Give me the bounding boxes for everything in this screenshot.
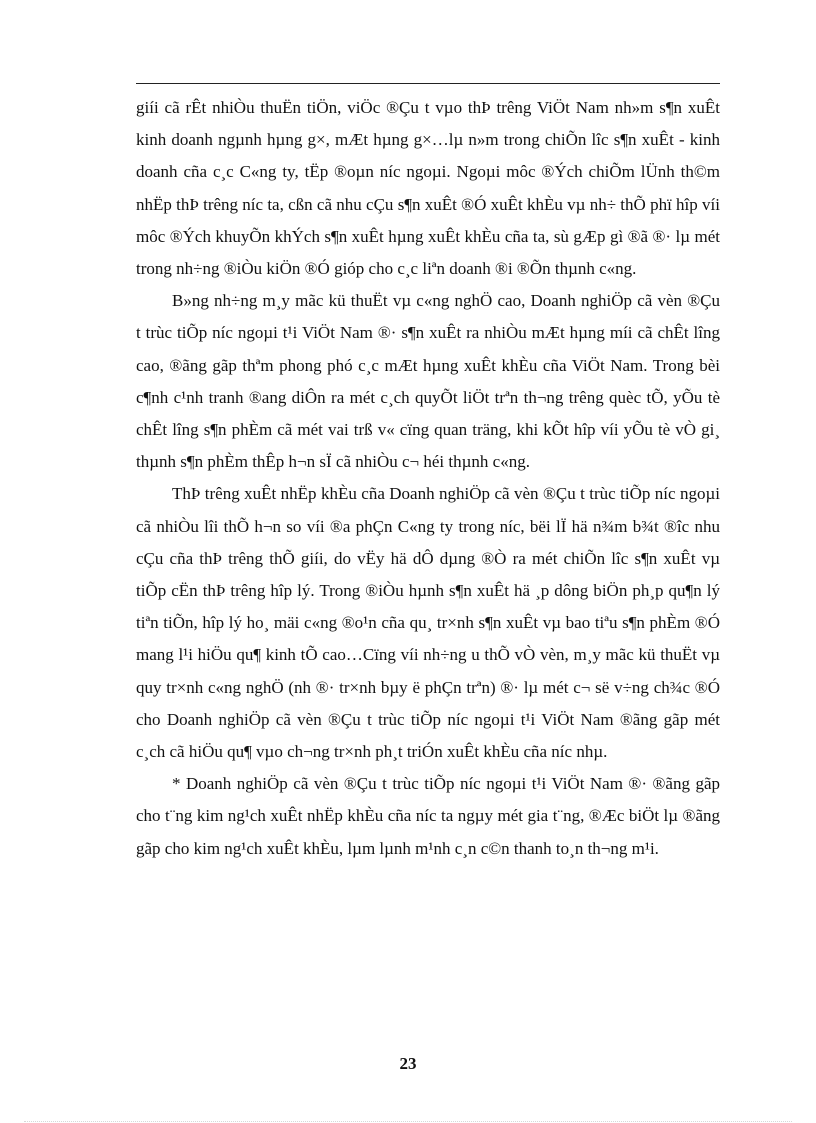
page-number: 23 [399, 1054, 417, 1073]
header-rule [136, 83, 720, 84]
page-bottom-border [24, 1121, 792, 1122]
paragraph-1: giíi cã rÊt nhiÒu thuËn tiÖn, viÖc ®Çu t vµo thÞ trêng ViÖt Nam nh»m s¶n xuÊt kinh doanh ngµnh hµng g×, mÆt hµng g×…lµ n»m trong chiÕn lîc s¶n xuÊt - kinh doanh cña c¸c C«ng ty, tËp ®oµn níc ngoµi. Ngoµi môc ®Ých chiÕm lÜnh th©m nhËp thÞ trêng níc ta, cßn cã nhu cÇu s¶n xuÊt ®Ó xuÊt khÈu vµ nh÷ thÕ phï hîp víi môc ®Ých khuyÕn khÝch s¶n xuÊt hµng xuÊt khÈu cña ta, sù gÆp gì ®ã ®· lµ mét trong nh÷ng ®iÒu kiÖn ®Ó gióp cho c¸c liªn doanh ®i ®Õn thµnh c«ng. [136, 98, 720, 279]
paragraph-3: ThÞ trêng xuÊt nhËp khÈu cña Doanh nghiÖp cã vèn ®Çu t trùc tiÕp níc ngoµi cã nhiÒu lîi thÕ h¬n so víi ®a phÇn C«ng ty trong níc, bëi lÏ hä n¾m b¾t ®îc nhu cÇu cña thÞ trêng thÕ giíi, do vËy hä dÔ dµng ®Ò ra mét chiÕn lîc s¶n xuÊt vµ tiÕp cËn thÞ trêng hîp lý. Trong ®iÒu hµnh s¶n xuÊt hä ¸p dông biÖn ph¸p qu¶n lý tiªn tiÕn, hîp lý ho¸ mäi c«ng ®o¹n cña qu¸ tr×nh s¶n xuÊt vµ bao tiªu s¶n phÈm ®Ó mang l¹i hiÖu qu¶ kinh tÕ cao…Cïng víi nh÷ng u thÕ vÒ vèn, m¸y mãc kü thuËt vµ quy tr×nh c«ng nghÖ (nh ®· tr×nh bµy ë phÇn trªn) ®· lµ mét c¬ së v÷ng ch¾c ®Ó cho Doanh nghiÖp cã vèn ®Çu t trùc tiÕp níc ngoµi t¹i ViÖt Nam ®ãng gãp mét c¸ch cã hiÖu qu¶ vµo ch¬ng tr×nh ph¸t triÓn xuÊt khÈu cña níc nhµ. [136, 484, 720, 762]
paragraph-4: * Doanh nghiÖp cã vèn ®Çu t trùc tiÕp níc ngoµi t¹i ViÖt Nam ®· ®ãng gãp cho t¨ng kim ng¹ch xuÊt nhËp khÈu cña níc ta ngµy mét gia t¨ng, ®Æc biÖt lµ ®ãng gãp cho kim ng¹ch xuÊt khÈu, lµm lµnh m¹nh c¸n c©n thanh to¸n th¬ng m¹i. [136, 774, 720, 858]
paragraph-2: B»ng nh÷ng m¸y mãc kü thuËt vµ c«ng nghÖ cao, Doanh nghiÖp cã vèn ®Çu t trùc tiÕp níc ngoµi t¹i ViÖt Nam ®· s¶n xuÊt ra nhiÒu mÆt hµng míi cã chÊt lîng cao, ®ãng gãp thªm phong phó c¸c mÆt hµng xuÊt khÈu cña ViÖt Nam. Trong bèi c¶nh c¹nh tranh ®ang diÔn ra mét c¸ch quyÕt liÖt trªn th¬ng trêng quèc tÕ, yÕu tè chÊt lîng s¶n phÈm cã mét vai trß v« cïng quan träng, khi kÕt hîp víi yÕu tè vÒ gi¸ thµnh s¶n phÈm thÊp h¬n sÏ cã nhiÒu c¬ héi thµnh c«ng. [136, 291, 720, 472]
page-body [136, 92, 720, 865]
